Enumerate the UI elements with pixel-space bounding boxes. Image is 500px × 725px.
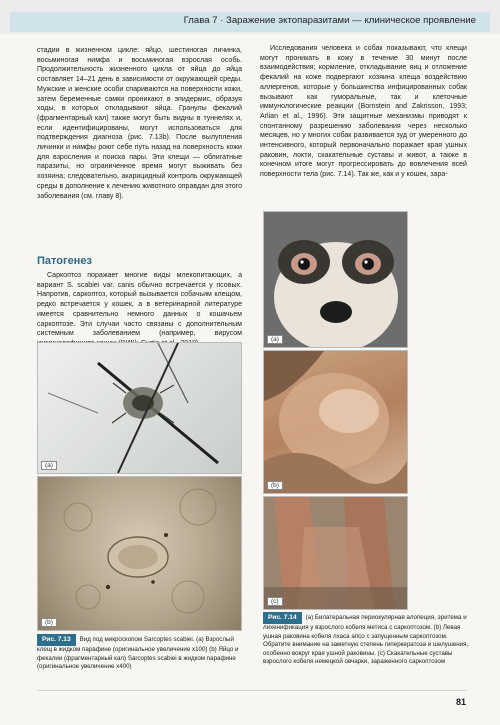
figure-7-14-caption-text: (a) Билатеральная периокулярная алопеция, эритема и лихенификация у взрослого кобеля метиса с саркоптозом. (b) Левая ушная раковина кобеля лхаса апсо с запущенным саркоптозом. Обратите внимание на заметную степень гиперкератоза и шелушения, особенно вокруг края ушной раковины. (c) Скакательные суставы взрослого кобеля немецкой овчарки, зараженного саркоптозом [263, 614, 469, 666]
hocks-image [264, 497, 407, 609]
figure-label-c: (c) [267, 597, 283, 606]
left-column-text-2 [37, 271, 242, 349]
figure-label-a: (a) [267, 335, 283, 344]
section-heading-pathogenesis: Патогенез [37, 255, 92, 267]
egg-image [38, 477, 241, 630]
dog-face-image [264, 212, 407, 347]
mite-image [38, 343, 241, 473]
ear-image [264, 351, 407, 493]
right-column-text [260, 44, 467, 180]
figure-label-a: (a) [41, 461, 57, 470]
figure-7-13-caption-text: Вид под микроскопом Sarcoptes scabiei. (a) Взрослый клещ в жидком парафине (оригинальное увеличение x100) (b) Яйцо и фекалии (фрагментарный кал) Sarcoptes scabiei в жидком парафине (оригинальное увеличение x400) [37, 636, 239, 671]
chapter-title: Глава 7 · Заражение эктопаразитами — клиническое проявление [183, 15, 476, 26]
figure-7-13a-photo [37, 342, 242, 474]
right-paragraph-1: Исследования человека и собак показывают, что клещи могут проникать в кожу в течение 30 минут после взаимодействия; кормление, откладывание яиц и отложение фекалий на коже подвергают хозяина клеща воздействию аллергенов, которые у большинства инфицированных собак вызывают как гуморальные, так и клеточные иммунологические реакции (Bornstein and Zakrisson, 1993; Arlian et al., 1996). Эти защитные механизмы приводят к спонтанному разрешению заболевания через несколько месяцев, но у многих собак развивается зуд от умеренного до интенсивного, который первоначально поражает края ушных раковин, локти, скакательные суставы и живот, а также в конечном итоге могут прогрессировать до вовлечения всей поверхности тела (рис. 7.14). Так же, как и у кошек, зара- [260, 45, 467, 179]
left-paragraph-2: Саркоптоз поражает многие виды млекопитающих, а вариант S. scabiei var. canis обычно встречается у псовых. Напротив, саркоптоз, который вызывается собачьим клещом, редко встречается у кошек, а в ветеринарной литературе имеется сравнительно немного данных о кошачьем саркоптозе. Эти случаи часто связаны с дополнительным системным заболеванием (например, вирусом [37, 272, 242, 338]
figure-7-14-caption [263, 612, 469, 666]
figure-7-14-badge: Рис. 7.14 [263, 612, 302, 624]
page-number: 81 [455, 697, 466, 707]
figure-7-14a-photo [263, 211, 408, 348]
figure-label-b: (b) [41, 618, 57, 627]
figure-7-13b-photo [37, 476, 242, 631]
figure-7-14c-photo [263, 496, 408, 610]
page-header [0, 0, 500, 34]
figure-7-13-badge: Рис. 7.13 [37, 634, 76, 646]
figure-7-13-caption [37, 634, 242, 672]
left-paragraph-1: стадии в жизненном цикле: яйцо, шестиногая личинка, восьминогая нимфа и восьминогая взрослая особь. Продолжительность жизненного цикла от яйца до яйца составляет 14–21 день в зависимости от окружающей среды. Мужские и женские особи спариваются на поверхности кожи, затем беременные самки проникают в эпидермис, образуя ходы, в которых откладывают яйца. Гранулы фекалий (фрагментарный кал) также могут быть видны в туннелях и, если идентифицированы, могут использоваться для подтверждения диагноза (рис. 7.13b). После вылупления личинки и нимфы роют себе путь назад на поверхность кожи для взросления и поиска пары. Эти клещи — облигатные паразиты, но ограниченное время могут выживать без хозяина; следовательно, акарицидный контроль окружающей среды в дополнение к лечению животного оправдан для этого заболевания (см. главу 8). [37, 47, 242, 200]
figure-7-14b-photo [263, 350, 408, 494]
footer-divider [37, 690, 467, 691]
figure-label-b: (b) [267, 481, 283, 490]
left-column-text [37, 46, 242, 201]
